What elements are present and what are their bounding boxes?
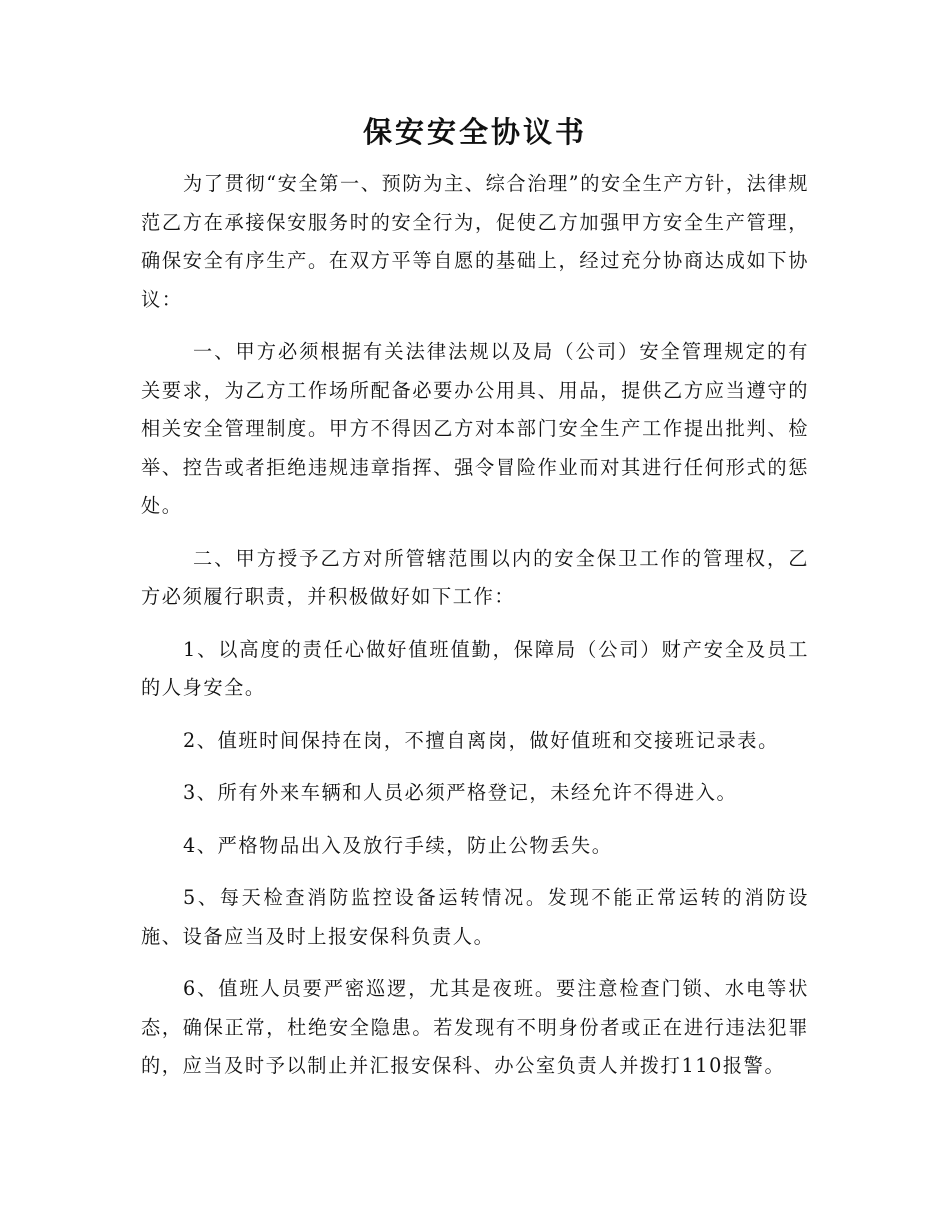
duty-item-5: 5、每天检查消防监控设备运转情况。发现不能正常运转的消防设施、设备应当及时上报安保科负责人。 <box>141 886 809 948</box>
document-title: 保安安全协议书 <box>362 115 587 149</box>
duty-item-6: 6、值班人员要严密巡逻，尤其是夜班。要注意检查门锁、水电等状态，确保正常，杜绝安全隐患。若发现有不明身份者或正在进行违法犯罪的，应当及时予以制止并汇报安保科、办公室负责人并拨打110报警。 <box>141 977 809 1077</box>
duty-item-2: 2、值班时间保持在岗，不擅自离岗，做好值班和交接班记录表。 <box>183 728 779 752</box>
clause-one-paragraph: 一、甲方必须根据有关法律法规以及局（公司）安全管理规定的有关要求，为乙方工作场所配备必要办公用具、用品，提供乙方应当遵守的相关安全管理制度。甲方不得因乙方对本部门安全生产工作提出批判、检举、控告或者拒绝违规违章指挥、强令冒险作业而对其进行任何形式的惩处。 <box>141 340 809 517</box>
clause-two-paragraph: 二、甲方授予乙方对所管辖范围以内的安全保卫工作的管理权，乙方必须履行职责，并积极做好如下工作： <box>141 546 809 608</box>
duty-item-1: 1、以高度的责任心做好值班值勤，保障局（公司）财产安全及员工的人身安全。 <box>141 637 809 699</box>
intro-paragraph: 为了贯彻“安全第一、预防为主、综合治理”的安全生产方针，法律规范乙方在承接保安服务时的安全行为，促使乙方加强甲方安全生产管理，确保安全有序生产。在双方平等自愿的基础上，经过充分协商达成如下协议： <box>141 172 809 311</box>
document-body <box>141 165 809 1086</box>
duty-item-3: 3、所有外来车辆和人员必须严格登记，未经允许不得进入。 <box>183 781 738 804</box>
duty-item-4: 4、严格物品出入及放行手续，防止公物丢失。 <box>183 833 613 857</box>
